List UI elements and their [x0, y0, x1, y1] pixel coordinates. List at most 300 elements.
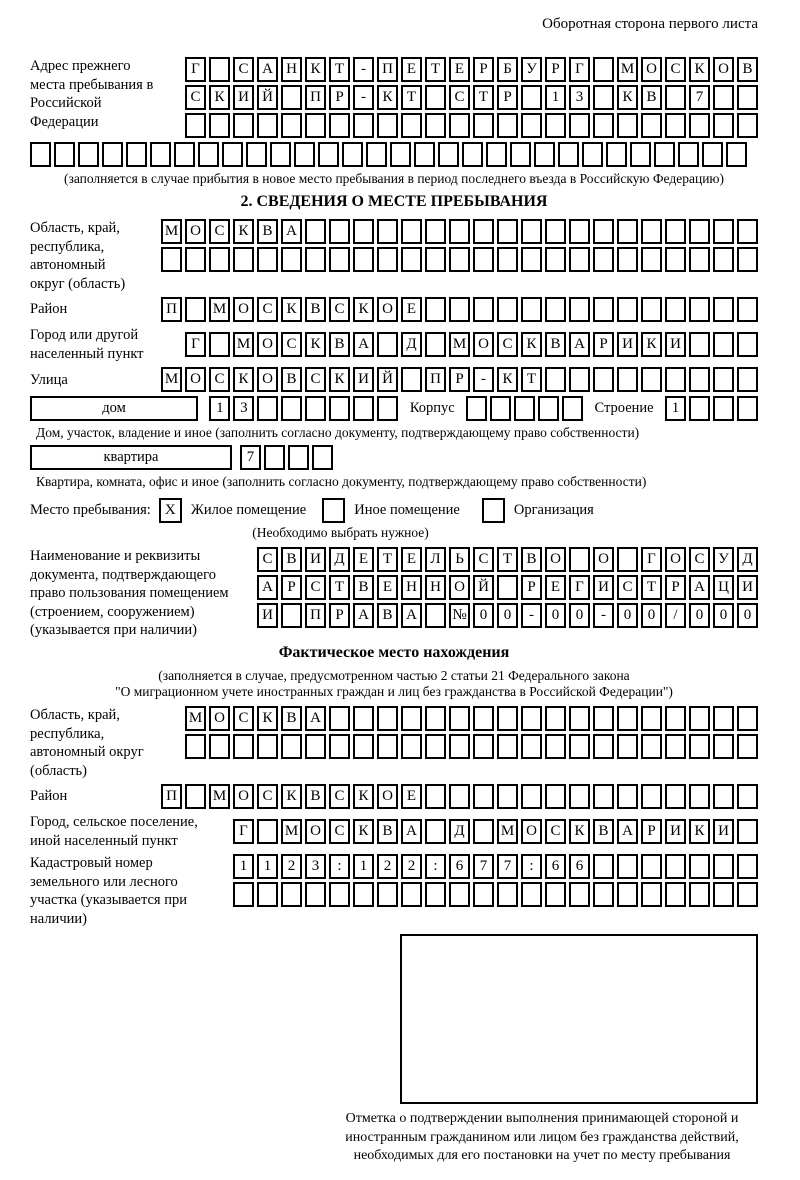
char-box[interactable]	[737, 297, 758, 322]
char-box[interactable]: И	[593, 575, 614, 600]
char-box[interactable]	[689, 247, 710, 272]
char-box[interactable]: С	[497, 332, 518, 357]
char-box[interactable]: О	[233, 784, 254, 809]
char-box[interactable]	[606, 142, 627, 167]
char-box[interactable]	[593, 784, 614, 809]
char-box[interactable]	[545, 734, 566, 759]
char-box[interactable]	[281, 247, 302, 272]
char-box[interactable]	[569, 367, 590, 392]
char-box[interactable]	[425, 706, 446, 731]
char-box[interactable]	[713, 367, 734, 392]
char-box[interactable]	[713, 332, 734, 357]
char-box[interactable]: О	[305, 819, 326, 844]
char-box[interactable]	[641, 247, 662, 272]
char-box[interactable]	[678, 142, 699, 167]
char-box[interactable]: О	[257, 332, 278, 357]
char-box[interactable]: 6	[569, 854, 590, 879]
char-box[interactable]: С	[665, 57, 686, 82]
char-box[interactable]	[713, 85, 734, 110]
char-box[interactable]	[689, 854, 710, 879]
other-premises-checkbox[interactable]	[322, 498, 345, 523]
char-box[interactable]: В	[281, 706, 302, 731]
char-box[interactable]	[377, 247, 398, 272]
char-box[interactable]	[617, 547, 638, 572]
char-box[interactable]	[305, 247, 326, 272]
char-box[interactable]	[305, 396, 326, 421]
char-box[interactable]	[233, 882, 254, 907]
char-box[interactable]: Р	[281, 575, 302, 600]
char-box[interactable]	[377, 332, 398, 357]
char-box[interactable]: К	[377, 85, 398, 110]
char-box[interactable]: Г	[569, 57, 590, 82]
char-box[interactable]: И	[713, 819, 734, 844]
char-box[interactable]	[521, 85, 542, 110]
char-box[interactable]	[425, 603, 446, 628]
char-box[interactable]: 1	[353, 854, 374, 879]
char-box[interactable]	[425, 784, 446, 809]
char-box[interactable]	[233, 734, 254, 759]
char-box[interactable]: О	[233, 297, 254, 322]
char-box[interactable]	[569, 297, 590, 322]
char-box[interactable]: М	[185, 706, 206, 731]
char-box[interactable]	[425, 113, 446, 138]
char-box[interactable]	[593, 247, 614, 272]
char-box[interactable]	[545, 113, 566, 138]
char-box[interactable]: 6	[545, 854, 566, 879]
char-box[interactable]	[281, 85, 302, 110]
char-box[interactable]: В	[257, 219, 278, 244]
char-box[interactable]: И	[665, 819, 686, 844]
char-box[interactable]	[329, 734, 350, 759]
char-box[interactable]	[377, 882, 398, 907]
char-box[interactable]: 7	[473, 854, 494, 879]
char-box[interactable]	[209, 57, 230, 82]
char-box[interactable]	[737, 819, 758, 844]
char-box[interactable]	[737, 85, 758, 110]
char-box[interactable]	[617, 854, 638, 879]
char-box[interactable]: П	[377, 57, 398, 82]
char-box[interactable]	[641, 706, 662, 731]
char-box[interactable]: М	[161, 219, 182, 244]
char-box[interactable]	[617, 247, 638, 272]
char-box[interactable]: А	[569, 332, 590, 357]
char-box[interactable]	[521, 882, 542, 907]
char-box[interactable]: Е	[545, 575, 566, 600]
char-box[interactable]	[593, 85, 614, 110]
char-box[interactable]	[353, 706, 374, 731]
char-box[interactable]	[257, 819, 278, 844]
char-box[interactable]	[713, 706, 734, 731]
char-box[interactable]	[737, 784, 758, 809]
char-box[interactable]	[726, 142, 747, 167]
char-box[interactable]: М	[233, 332, 254, 357]
char-box[interactable]: О	[449, 575, 470, 600]
char-box[interactable]	[281, 734, 302, 759]
char-box[interactable]: Р	[665, 575, 686, 600]
char-box[interactable]: Е	[401, 784, 422, 809]
char-box[interactable]: Й	[257, 85, 278, 110]
char-box[interactable]	[545, 247, 566, 272]
char-box[interactable]	[665, 247, 686, 272]
char-box[interactable]: Н	[401, 575, 422, 600]
char-box[interactable]	[641, 113, 662, 138]
char-box[interactable]	[545, 219, 566, 244]
char-box[interactable]: Н	[425, 575, 446, 600]
char-box[interactable]: С	[257, 784, 278, 809]
char-box[interactable]	[377, 706, 398, 731]
char-box[interactable]	[257, 247, 278, 272]
char-box[interactable]	[497, 734, 518, 759]
char-box[interactable]: Й	[377, 367, 398, 392]
char-box[interactable]	[401, 734, 422, 759]
char-box[interactable]	[689, 734, 710, 759]
char-box[interactable]	[737, 854, 758, 879]
char-box[interactable]: С	[473, 547, 494, 572]
char-box[interactable]: И	[665, 332, 686, 357]
char-box[interactable]	[665, 219, 686, 244]
char-box[interactable]	[545, 784, 566, 809]
char-box[interactable]	[617, 297, 638, 322]
char-box[interactable]: О	[377, 297, 398, 322]
char-box[interactable]: В	[521, 547, 542, 572]
char-box[interactable]: К	[209, 85, 230, 110]
char-box[interactable]	[641, 882, 662, 907]
char-box[interactable]: И	[617, 332, 638, 357]
char-box[interactable]: :	[521, 854, 542, 879]
char-box[interactable]: 7	[240, 445, 261, 470]
char-box[interactable]: 1	[545, 85, 566, 110]
char-box[interactable]	[353, 113, 374, 138]
char-box[interactable]	[462, 142, 483, 167]
char-box[interactable]: -	[353, 57, 374, 82]
char-box[interactable]	[713, 219, 734, 244]
char-box[interactable]: М	[497, 819, 518, 844]
char-box[interactable]: -	[473, 367, 494, 392]
char-box[interactable]	[174, 142, 195, 167]
char-box[interactable]	[78, 142, 99, 167]
char-box[interactable]	[593, 882, 614, 907]
char-box[interactable]: Е	[377, 575, 398, 600]
char-box[interactable]: 2	[401, 854, 422, 879]
char-box[interactable]	[538, 396, 559, 421]
char-box[interactable]	[510, 142, 531, 167]
char-box[interactable]: Д	[401, 332, 422, 357]
char-box[interactable]	[665, 734, 686, 759]
char-box[interactable]	[713, 882, 734, 907]
char-box[interactable]	[353, 882, 374, 907]
char-box[interactable]	[689, 706, 710, 731]
char-box[interactable]	[569, 784, 590, 809]
char-box[interactable]: В	[329, 332, 350, 357]
char-box[interactable]	[497, 706, 518, 731]
char-box[interactable]	[353, 734, 374, 759]
char-box[interactable]: В	[377, 819, 398, 844]
char-box[interactable]: 0	[497, 603, 518, 628]
char-box[interactable]	[593, 367, 614, 392]
char-box[interactable]	[689, 332, 710, 357]
char-box[interactable]	[497, 247, 518, 272]
char-box[interactable]	[264, 445, 285, 470]
char-box[interactable]	[569, 247, 590, 272]
char-box[interactable]: М	[449, 332, 470, 357]
char-box[interactable]	[737, 396, 758, 421]
char-box[interactable]	[569, 706, 590, 731]
char-box[interactable]	[305, 113, 326, 138]
char-box[interactable]	[490, 396, 511, 421]
char-box[interactable]	[281, 396, 302, 421]
char-box[interactable]: 0	[617, 603, 638, 628]
char-box[interactable]	[401, 882, 422, 907]
char-box[interactable]: 0	[545, 603, 566, 628]
char-box[interactable]	[473, 882, 494, 907]
char-box[interactable]	[209, 734, 230, 759]
char-box[interactable]	[185, 297, 206, 322]
char-box[interactable]: К	[257, 706, 278, 731]
char-box[interactable]	[425, 819, 446, 844]
char-box[interactable]	[473, 297, 494, 322]
char-box[interactable]	[521, 113, 542, 138]
char-box[interactable]: С	[329, 819, 350, 844]
char-box[interactable]	[737, 734, 758, 759]
char-box[interactable]	[390, 142, 411, 167]
char-box[interactable]: :	[329, 854, 350, 879]
char-box[interactable]: 0	[569, 603, 590, 628]
char-box[interactable]	[425, 882, 446, 907]
char-box[interactable]	[665, 113, 686, 138]
char-box[interactable]	[377, 219, 398, 244]
char-box[interactable]: 0	[641, 603, 662, 628]
char-box[interactable]: К	[521, 332, 542, 357]
char-box[interactable]: О	[521, 819, 542, 844]
confirmation-stamp-box[interactable]	[400, 934, 758, 1104]
char-box[interactable]	[246, 142, 267, 167]
char-box[interactable]: /	[665, 603, 686, 628]
char-box[interactable]	[54, 142, 75, 167]
char-box[interactable]: Т	[641, 575, 662, 600]
char-box[interactable]	[641, 219, 662, 244]
char-box[interactable]	[641, 734, 662, 759]
char-box[interactable]	[185, 247, 206, 272]
char-box[interactable]	[329, 396, 350, 421]
char-box[interactable]	[126, 142, 147, 167]
char-box[interactable]: Р	[497, 85, 518, 110]
char-box[interactable]: Д	[329, 547, 350, 572]
char-box[interactable]	[449, 882, 470, 907]
char-box[interactable]	[486, 142, 507, 167]
char-box[interactable]	[257, 113, 278, 138]
char-box[interactable]	[689, 219, 710, 244]
char-box[interactable]: В	[641, 85, 662, 110]
char-box[interactable]: К	[305, 57, 326, 82]
char-box[interactable]: Т	[377, 547, 398, 572]
char-box[interactable]	[521, 734, 542, 759]
char-box[interactable]	[558, 142, 579, 167]
char-box[interactable]: А	[401, 819, 422, 844]
char-box[interactable]: В	[545, 332, 566, 357]
char-box[interactable]	[305, 882, 326, 907]
char-box[interactable]: С	[233, 57, 254, 82]
char-box[interactable]	[342, 142, 363, 167]
char-box[interactable]: С	[281, 332, 302, 357]
char-box[interactable]	[737, 706, 758, 731]
char-box[interactable]	[617, 367, 638, 392]
char-box[interactable]	[569, 734, 590, 759]
char-box[interactable]: К	[305, 332, 326, 357]
char-box[interactable]: Г	[641, 547, 662, 572]
char-box[interactable]	[185, 784, 206, 809]
char-box[interactable]	[257, 882, 278, 907]
char-box[interactable]	[473, 219, 494, 244]
char-box[interactable]	[545, 367, 566, 392]
char-box[interactable]	[582, 142, 603, 167]
char-box[interactable]	[689, 113, 710, 138]
char-box[interactable]	[593, 113, 614, 138]
char-box[interactable]: С	[209, 219, 230, 244]
char-box[interactable]: М	[617, 57, 638, 82]
char-box[interactable]: Т	[521, 367, 542, 392]
char-box[interactable]: №	[449, 603, 470, 628]
char-box[interactable]	[665, 784, 686, 809]
char-box[interactable]	[593, 57, 614, 82]
char-box[interactable]	[233, 113, 254, 138]
char-box[interactable]	[521, 784, 542, 809]
char-box[interactable]: К	[281, 297, 302, 322]
char-box[interactable]	[521, 219, 542, 244]
char-box[interactable]	[545, 882, 566, 907]
char-box[interactable]	[521, 247, 542, 272]
char-box[interactable]: Р	[641, 819, 662, 844]
char-box[interactable]	[425, 85, 446, 110]
char-box[interactable]: А	[305, 706, 326, 731]
char-box[interactable]	[702, 142, 723, 167]
char-box[interactable]: Г	[185, 57, 206, 82]
char-box[interactable]: А	[257, 57, 278, 82]
char-box[interactable]: Д	[449, 819, 470, 844]
char-box[interactable]: С	[305, 367, 326, 392]
char-box[interactable]	[222, 142, 243, 167]
char-box[interactable]: 1	[233, 854, 254, 879]
char-box[interactable]: Е	[401, 297, 422, 322]
char-box[interactable]	[449, 297, 470, 322]
char-box[interactable]: В	[353, 575, 374, 600]
char-box[interactable]: 0	[713, 603, 734, 628]
char-box[interactable]	[665, 367, 686, 392]
char-box[interactable]: А	[401, 603, 422, 628]
char-box[interactable]	[617, 734, 638, 759]
char-box[interactable]: К	[617, 85, 638, 110]
char-box[interactable]: К	[689, 57, 710, 82]
char-box[interactable]: Р	[329, 85, 350, 110]
char-box[interactable]	[318, 142, 339, 167]
char-box[interactable]: И	[737, 575, 758, 600]
char-box[interactable]: 1	[209, 396, 230, 421]
char-box[interactable]: П	[305, 85, 326, 110]
char-box[interactable]	[562, 396, 583, 421]
char-box[interactable]	[617, 706, 638, 731]
char-box[interactable]	[689, 367, 710, 392]
char-box[interactable]: К	[233, 367, 254, 392]
char-box[interactable]: С	[257, 547, 278, 572]
char-box[interactable]: Е	[401, 547, 422, 572]
char-box[interactable]: О	[545, 547, 566, 572]
char-box[interactable]	[713, 113, 734, 138]
char-box[interactable]	[617, 882, 638, 907]
char-box[interactable]	[737, 367, 758, 392]
char-box[interactable]	[449, 113, 470, 138]
char-box[interactable]	[617, 113, 638, 138]
char-box[interactable]: Н	[281, 57, 302, 82]
char-box[interactable]: А	[353, 332, 374, 357]
char-box[interactable]: П	[161, 297, 182, 322]
char-box[interactable]	[497, 882, 518, 907]
char-box[interactable]: 7	[497, 854, 518, 879]
char-box[interactable]: С	[185, 85, 206, 110]
char-box[interactable]: В	[737, 57, 758, 82]
char-box[interactable]	[534, 142, 555, 167]
organization-checkbox[interactable]	[482, 498, 505, 523]
char-box[interactable]: А	[689, 575, 710, 600]
char-box[interactable]	[353, 396, 374, 421]
char-box[interactable]	[473, 784, 494, 809]
char-box[interactable]	[257, 734, 278, 759]
char-box[interactable]: 3	[305, 854, 326, 879]
char-box[interactable]: С	[545, 819, 566, 844]
char-box[interactable]	[497, 575, 518, 600]
char-box[interactable]	[449, 219, 470, 244]
char-box[interactable]: Т	[497, 547, 518, 572]
char-box[interactable]: -	[353, 85, 374, 110]
char-box[interactable]	[593, 854, 614, 879]
char-box[interactable]: К	[329, 367, 350, 392]
char-box[interactable]: К	[689, 819, 710, 844]
char-box[interactable]	[377, 396, 398, 421]
char-box[interactable]	[401, 113, 422, 138]
char-box[interactable]	[353, 219, 374, 244]
char-box[interactable]: Е	[401, 57, 422, 82]
char-box[interactable]: М	[209, 784, 230, 809]
char-box[interactable]	[288, 445, 309, 470]
char-box[interactable]	[329, 706, 350, 731]
char-box[interactable]: К	[233, 219, 254, 244]
char-box[interactable]: Ц	[713, 575, 734, 600]
char-box[interactable]	[401, 247, 422, 272]
char-box[interactable]: А	[617, 819, 638, 844]
char-box[interactable]	[425, 332, 446, 357]
char-box[interactable]	[366, 142, 387, 167]
char-box[interactable]: К	[353, 819, 374, 844]
char-box[interactable]	[497, 219, 518, 244]
char-box[interactable]	[329, 113, 350, 138]
char-box[interactable]: О	[185, 219, 206, 244]
char-box[interactable]: :	[425, 854, 446, 879]
char-box[interactable]	[473, 706, 494, 731]
char-box[interactable]	[449, 706, 470, 731]
char-box[interactable]: Л	[425, 547, 446, 572]
char-box[interactable]: У	[521, 57, 542, 82]
char-box[interactable]: О	[713, 57, 734, 82]
char-box[interactable]: 3	[233, 396, 254, 421]
char-box[interactable]	[665, 706, 686, 731]
char-box[interactable]: О	[209, 706, 230, 731]
char-box[interactable]: Б	[497, 57, 518, 82]
char-box[interactable]	[30, 142, 51, 167]
char-box[interactable]: Й	[473, 575, 494, 600]
char-box[interactable]	[713, 854, 734, 879]
char-box[interactable]: В	[281, 367, 302, 392]
char-box[interactable]: В	[281, 547, 302, 572]
char-box[interactable]: М	[161, 367, 182, 392]
char-box[interactable]	[497, 784, 518, 809]
